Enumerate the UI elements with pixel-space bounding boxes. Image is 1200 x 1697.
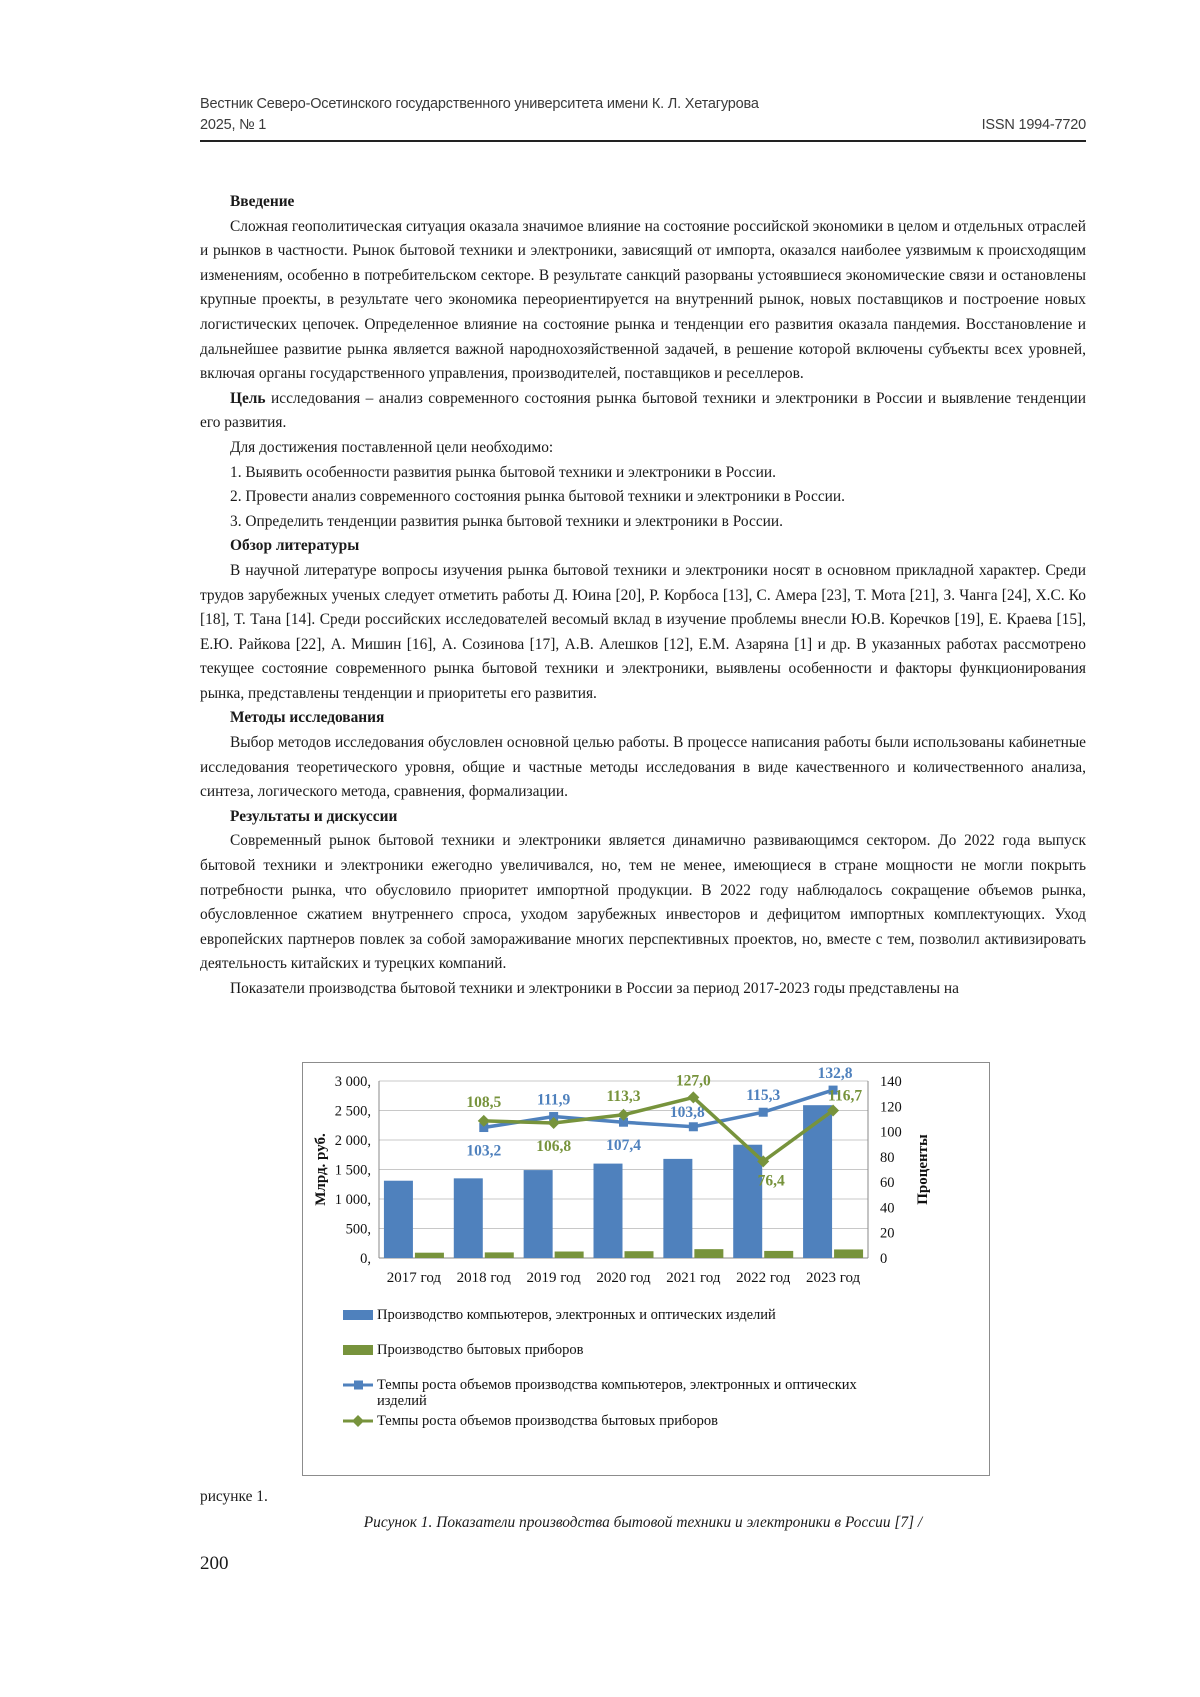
list-item: 3. Определить тенденции развития рынка бытовой техники и электроники в России. (230, 512, 783, 530)
figure-1-chart (302, 1062, 990, 1476)
legend-label-computers: Производство компьютеров, электронных и оптических изделий (377, 1307, 776, 1323)
x-tick-label: 2022 год (736, 1270, 791, 1286)
legend-label-growth-computers: Темпы роста объемов производства компьютеров, электронных и оптических (377, 1377, 857, 1393)
y2-tick-label: 120 (880, 1099, 902, 1116)
data-label-computers: 115,3 (746, 1087, 781, 1105)
y-tick-label: 2 000, (334, 1133, 371, 1149)
data-label-computers: 103,2 (466, 1142, 502, 1160)
bar-computers (594, 1164, 623, 1258)
data-label-computers: 103,8 (669, 1103, 705, 1121)
bar-computers (524, 1170, 553, 1258)
article-body (200, 190, 1086, 1002)
bar-computers (454, 1178, 483, 1258)
y2-tick-label: 140 (880, 1074, 902, 1090)
legend-swatch (343, 1345, 373, 1355)
paragraph: Сложная геополитическая ситуация оказала значимое влияние на состояние российской экономики в целом и отдельных отраслей и рынков в частности. Рынок бытовой техники и электроники, зависящий от импорта, оказался наиболее уязвимым к происходящим изменениям, особенно в потребительском секторе. В результате санкций разорваны устоявшиеся экономические связи и остановлены крупные проекты, в результате чего экономика переориентируется на внутренний рынок, новых поставщиков и построение новых логистических цепочек. Определенное влияние на состояние рынка и тенденции его развития оказала пандемия. Восстановление и дальнейшее развитие рынка является важной народнохозяйственной задачей, в решение которой включены субъекты всех уровней, включая органы государственного управления, производителей, поставщиков и реселлеров. (200, 217, 1086, 383)
bar-computers (384, 1181, 413, 1258)
x-tick-label: 2021 год (666, 1270, 721, 1286)
x-tick-label: 2019 год (526, 1270, 581, 1286)
chart-svg (303, 1063, 989, 1475)
data-label-appliances: 106,8 (536, 1137, 572, 1155)
journal-title: Вестник Северо-Осетинского государственного университета имени К. Л. Хетагурова (200, 96, 759, 112)
section-heading: Обзор литературы (230, 537, 360, 555)
data-label-appliances: 127,0 (675, 1072, 711, 1090)
journal-issn: ISSN 1994-7720 (981, 117, 1086, 133)
bar-appliances (555, 1252, 584, 1258)
bar-appliances (694, 1249, 723, 1258)
x-tick-label: 2020 год (596, 1270, 651, 1286)
data-label-appliances: 113,3 (606, 1087, 641, 1105)
list-item: 1. Выявить особенности развития рынка бытовой техники и электроники в России. (230, 463, 776, 481)
point-growth-computers (689, 1122, 698, 1131)
data-label-appliances: 76,4 (757, 1172, 785, 1190)
y2-tick-label: 60 (880, 1175, 895, 1192)
y2-axis-title: Проценты (915, 1134, 931, 1205)
point-growth-computers (759, 1108, 768, 1117)
bar-appliances (834, 1249, 863, 1258)
list-item: 2. Провести анализ современного состояния рынка бытовой техники и электроники в России. (230, 488, 845, 506)
y2-tick-label: 0 (880, 1251, 888, 1267)
section-heading: Результаты и дискуссии (230, 807, 398, 825)
data-label-computers: 111,9 (537, 1091, 571, 1109)
y-axis-title: Млрд. руб. (313, 1133, 329, 1206)
x-tick-label: 2017 год (386, 1270, 442, 1286)
paragraph: В научной литературе вопросы изучения рынка бытовой техники и электроники носят в основном прикладной характер. Среди трудов зарубежных ученых следует отметить работы Д. Юина [20], Р. Корбоса [13], С. Амера [23], Т. Мота [21], З. Чанга [24], Х.С. Ко [18], Т. Тана [14]. Среди российских исследователей весомый вклад в изучение проблемы внесли Ю.В. Коречков [19], Е. Краева [15], Е.Ю. Райкова [22], А. Мишин [16], А. Созинова [17], А.В. Алешков [12], Е.М. Азаряна [1] и др. В указанных работах рассмотрено текущее состояние современного рынка бытовой техники и электроники, выявлены особенности и факторы функционирования рынка, представлены тенденции и приоритеты его развития. (200, 561, 1086, 702)
data-label-appliances: 108,5 (466, 1093, 502, 1111)
bar-appliances (625, 1251, 654, 1258)
legend-label-growth-computers-cont: изделий (377, 1393, 427, 1409)
legend-label-growth-appliances: Темпы роста объемов производства бытовых приборов (377, 1413, 718, 1429)
y2-tick-label: 80 (880, 1149, 895, 1166)
x-tick-label: 2018 год (456, 1270, 511, 1286)
figure-reference-continuation: рисунке 1. (200, 1488, 268, 1505)
legend-swatch (343, 1310, 373, 1320)
page-number: 200 (200, 1553, 229, 1574)
y-tick-label: 3 000, (334, 1074, 371, 1090)
paragraph-text: исследования – анализ современного состояния рынка бытовой техники и электроники в России и выявление тенденции его развития. (200, 389, 1086, 432)
section-heading: Введение (230, 193, 295, 210)
paragraph-lead: Цель (230, 389, 266, 407)
legend-label-appliances: Производство бытовых приборов (377, 1342, 584, 1358)
paragraph: Современный рынок бытовой техники и электроники является динамично развивающимся сектором. До 2022 года выпуск бытовой техники и электроники ежегодно увеличивался, но, тем не менее, имеющиеся в стране мощности не могли покрыть потребности рынка, что обусловило приоритет импортной продукции. В 2022 году наблюдалось сокращение объемов рынка, обусловленное сжатием внутреннего спроса, уходом зарубежных инвесторов и дефицитом импортных комплектующих. Уход европейских партнеров повлек за собой замораживание многих перспективных проектов, но, вместе с тем, позволил активизировать деятельность китайских и турецких компаний. (200, 832, 1086, 973)
data-label-appliances: 116,7 (828, 1087, 863, 1105)
data-label-computers: 107,4 (606, 1137, 641, 1155)
bar-appliances (485, 1252, 514, 1258)
legend-marker (352, 1415, 364, 1427)
bar-appliances (764, 1251, 793, 1258)
paragraph: Показатели производства бытовой техники и электроники в России за период 2017-2023 годы представлены на (230, 980, 959, 997)
journal-issue: 2025, № 1 (200, 117, 267, 133)
y-tick-label: 1 000, (334, 1192, 371, 1208)
data-label-computers: 132,8 (817, 1065, 853, 1083)
section-heading: Методы исследования (230, 709, 385, 727)
list-item: Для достижения поставленной цели необходимо: (230, 438, 554, 456)
bar-appliances (415, 1253, 444, 1258)
paragraph (200, 387, 1086, 436)
journal-issue-line (200, 117, 1086, 133)
legend-marker (354, 1381, 363, 1390)
y2-tick-label: 20 (880, 1225, 895, 1242)
y2-tick-label: 100 (880, 1124, 902, 1141)
y-tick-label: 500, (345, 1221, 371, 1238)
header-divider (200, 140, 1086, 142)
y-tick-label: 2 500, (334, 1103, 371, 1120)
x-tick-label: 2023 год (805, 1270, 861, 1286)
bar-computers (663, 1159, 692, 1258)
y2-tick-label: 40 (880, 1200, 895, 1217)
paragraph: Выбор методов исследования обусловлен основной целью работы. В процессе написания работы были использованы кабинетные исследования теоретического уровня, общие и частные методы исследования в виде качественного и количественного анализа, синтеза, логического метода, сравнения, формализации. (200, 734, 1086, 801)
y-tick-label: 1 500, (334, 1162, 371, 1179)
figure-caption: Рисунок 1. Показатели производства бытовой техники и электроники в России [7] / (363, 1514, 923, 1531)
y-tick-label: 0, (360, 1251, 371, 1267)
